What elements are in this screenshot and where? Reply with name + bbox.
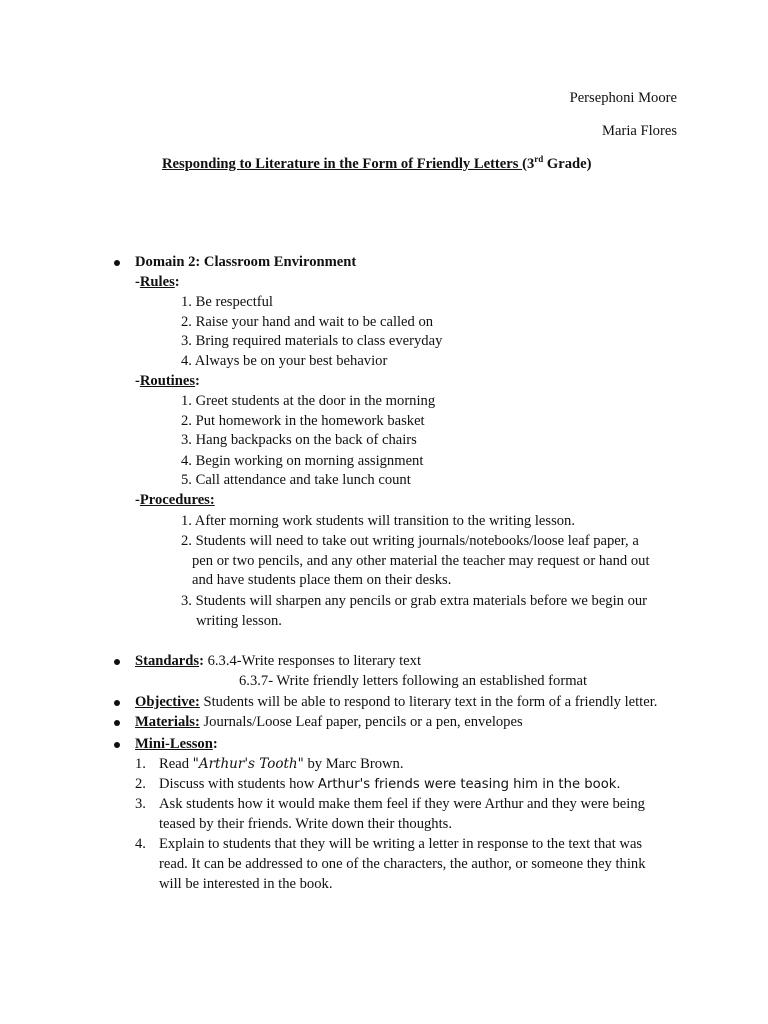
title-paren-close: Grade) [543,156,592,172]
list-item: 1. After morning work students will transition to the writing lesson. [181,513,575,529]
list-item: 3. Hang backpacks on the back of chairs [181,432,417,448]
list-item-number: 1. [135,756,146,772]
bullet-icon [114,260,120,266]
list-item-continued: read. It can be addressed to one of the characters, the author, or someone they think [159,856,646,872]
list-item: 4. Always be on your best behavior [181,353,388,369]
rules-label: -Rules: [135,274,180,290]
title-paren-open: (3 [522,156,535,172]
routines-label: -Routines: [135,373,200,389]
title-main: Responding to Literature in the Form of Friendly Letters [162,156,523,172]
list-item: 3. Students will sharpen any pencils or grab extra materials before we begin our [181,593,648,609]
procedures-label: -Procedures: [135,492,215,508]
list-item: 2. Students will need to take out writing journals/notebooks/loose leaf paper, a [181,533,639,549]
bullet-icon [114,720,120,726]
list-item-continued: will be interested in the book. [159,876,333,892]
author-name-1: Persephoni Moore [569,90,677,106]
list-item: 1. Greet students at the door in the morning [181,393,436,409]
list-item: 5. Call attendance and take lunch count [181,472,411,488]
objective-label: Objective: [135,694,200,710]
list-item-continued: writing lesson. [196,613,282,629]
list-item-number: 2. [135,776,146,792]
list-item-continued: teased by their friends. Write down their thoughts. [159,816,452,832]
standards-label: Standards [135,653,200,669]
bullet-icon [114,659,120,665]
materials-line: Materials: Journals/Loose Leaf paper, pencils or a pen, envelopes [135,714,523,730]
list-item: Discuss with students how Arthur's friends were teasing him in the book. [159,776,621,792]
list-item: Read "Arthur's Tooth" by Marc Brown. [159,756,404,772]
objective-line: Objective: Students will be able to respond to literary text in the form of a friendly letter. [135,694,658,710]
list-item: 4. Begin working on morning assignment [181,453,424,469]
author-name-2: Maria Flores [602,123,677,139]
list-item: Explain to students that they will be writing a letter in response to the text that was [159,836,643,852]
domain2-heading: Domain 2: Classroom Environment [135,254,357,270]
list-item-number: 3. [135,796,146,812]
book-title: "Arthur's Tooth" [192,756,304,772]
list-item: 1. Be respectful [181,294,273,310]
list-item: 2. Raise your hand and wait to be called on [181,314,434,330]
list-item: Ask students how it would make them feel if they were Arthur and they were being [159,796,645,812]
list-item-continued: and have students place them on their desks. [192,572,452,588]
list-item-continued: pen or two pencils, and any other material the teacher may request or hand out [192,553,650,569]
title-superscript: rd [534,154,544,165]
minilesson-label: Mini-Lesson: [135,736,218,752]
bullet-icon [114,742,120,748]
standards-line-1: Standards: 6.3.4-Write responses to literary text [135,653,421,669]
standards-line-2: 6.3.7- Write friendly letters following an established format [239,673,588,689]
materials-label: Materials: [135,714,200,730]
list-item: 2. Put homework in the homework basket [181,413,425,429]
bullet-icon [114,700,120,706]
list-item: 3. Bring required materials to class everyday [181,333,443,349]
page-title [162,155,591,173]
list-item-number: 4. [135,836,146,852]
